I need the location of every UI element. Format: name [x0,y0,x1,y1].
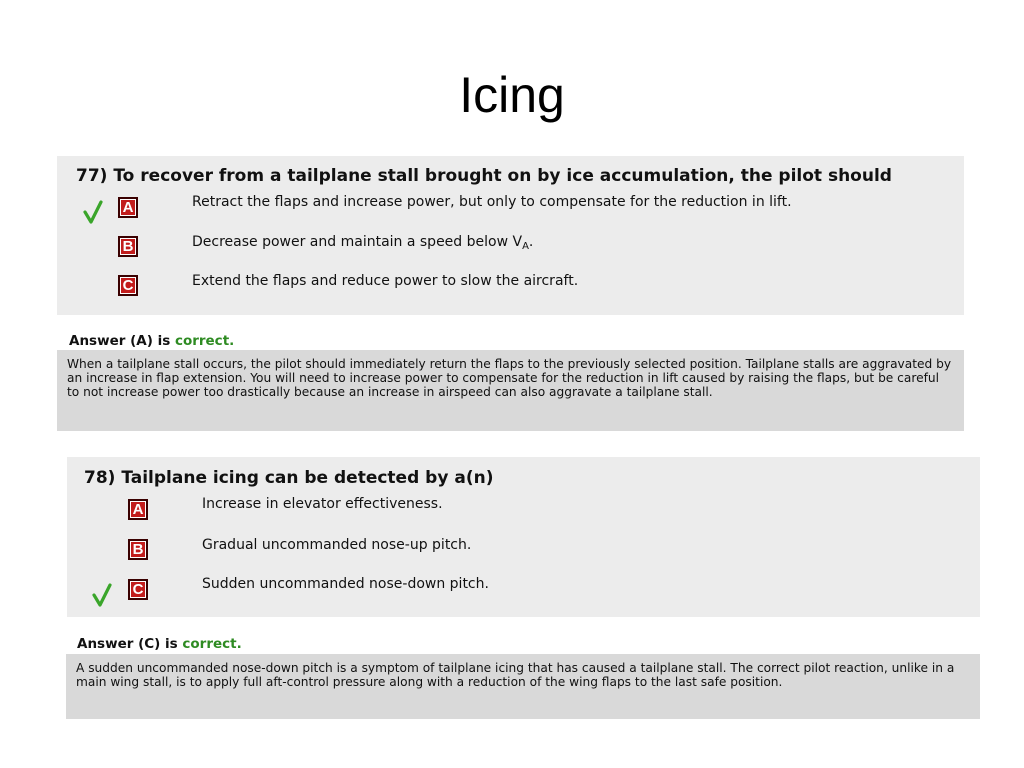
option-c-letter: C [122,277,134,294]
option-b-badge[interactable] [118,236,138,257]
checkmark-icon [92,583,112,607]
option-a-text: Retract the flaps and increase power, but only to compensate for the reduction in lift. [192,194,792,210]
option-b-letter: B [132,541,144,558]
slide-title: Icing [459,67,565,123]
option-a-letter: A [122,199,134,216]
option-b-letter: B [122,238,134,255]
answer-78-status: correct. [182,636,242,652]
option-a-text: Increase in elevator effectiveness. [202,496,443,512]
option-c-letter: C [132,581,144,598]
option-b-badge[interactable] [128,539,148,560]
option-a-badge[interactable] [118,197,138,218]
answer-77-label: Answer (A) is correct. [69,333,235,349]
option-c-text: Sudden uncommanded nose-down pitch. [202,576,489,592]
explanation-78: A sudden uncommanded nose-down pitch is a symptom of tailplane icing that has caused a tailplane stall. The correct pilot reaction, unlike in a main wing stall, is to apply full aft-control pressure along with a reduction of the wing flaps to the last safe position. [66,654,980,719]
answer-78-label: Answer (C) is correct. [77,636,242,652]
option-c-badge[interactable] [118,275,138,296]
question-77-box [57,156,964,315]
option-c-badge[interactable] [128,579,148,600]
option-a-letter: A [132,501,144,518]
question-77-title: 77) To recover from a tailplane stall brought on by ice accumulation, the pilot should [76,166,892,186]
option-b-text: Decrease power and maintain a speed below $V_A$. [192,234,534,252]
question-78-title: 78) Tailplane icing can be detected by a(n) [84,468,494,488]
option-c-text: Extend the flaps and reduce power to slow the aircraft. [192,273,579,289]
question-78-box [67,457,980,617]
option-b-text: Gradual uncommanded nose-up pitch. [202,537,472,553]
checkmark-icon [83,200,103,224]
answer-77-status: correct. [174,333,235,349]
option-a-badge[interactable] [128,499,148,520]
explanation-77: When a tailplane stall occurs, the pilot should immediately return the flaps to the previously selected position. Tailplane stalls are aggravated by an increase in flap extension. You will need to increase power to compensate for the reduction in lift caused by raising the flaps, but be careful to not increase power too drastically because an increase in airspeed can also aggravate a tailplane stall. [57,350,964,431]
